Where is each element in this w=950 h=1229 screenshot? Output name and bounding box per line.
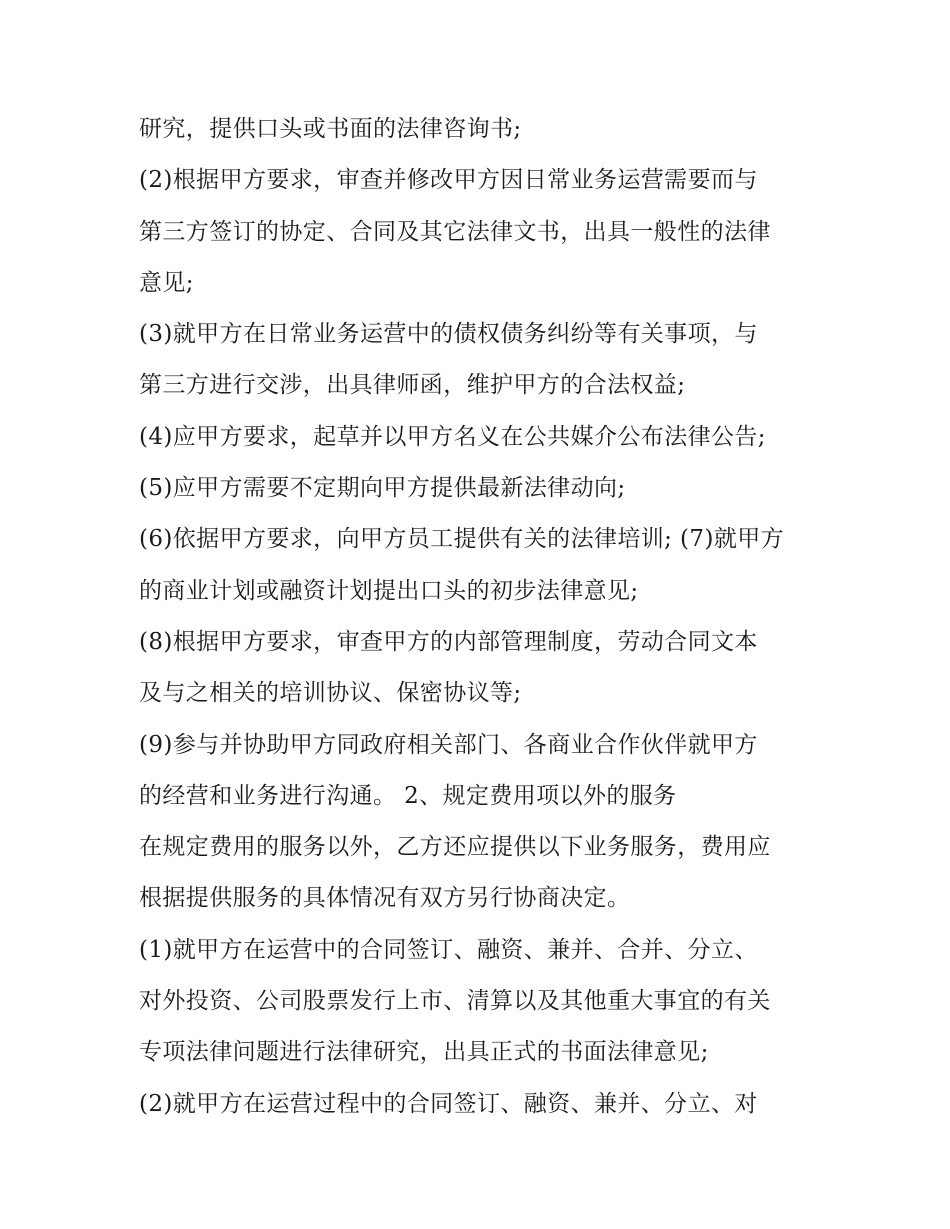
- text-line: 研究，提供口头或书面的法律咨询书;: [139, 116, 522, 142]
- text-line: 的商业计划或融资计划提出口头的初步法律意见;: [139, 577, 639, 604]
- text-line: 专项法律问题进行法律研究，出具正式的书面法律意见;: [139, 1039, 709, 1066]
- text-line: (5)应甲方需要不定期向甲方提供最新法律动向;: [139, 475, 626, 502]
- text-line: 第三方进行交涉，出具律师函，维护甲方的合法权益;: [139, 372, 686, 399]
- text-line: (6)依据甲方要求，向甲方员工提供有关的法律培训; (7)就甲方: [139, 526, 785, 553]
- text-line: 意见;: [139, 269, 194, 296]
- text-line: (9)参与并协助甲方同政府相关部门、各商业合作伙伴就甲方: [139, 731, 758, 758]
- text-line: (3)就甲方在日常业务运营中的债权债务纠纷等有关事项，与: [139, 321, 758, 348]
- text-line: (2)就甲方在运营过程中的合同签订、融资、兼并、分立、对: [139, 1090, 758, 1117]
- text-line: (8)根据甲方要求，审查甲方的内部管理制度，劳动合同文本: [139, 628, 758, 655]
- text-line: 对外投资、公司股票发行上市、清算以及其他重大事宜的有关: [139, 988, 771, 1015]
- text-line: (2)根据甲方要求，审查并修改甲方因日常业务运营需要而与: [139, 167, 758, 194]
- text-line: 根据提供服务的具体情况有双方另行协商决定。: [139, 885, 631, 912]
- document-body: [139, 104, 829, 1130]
- text-line: 在规定费用的服务以外，乙方还应提供以下业务服务，费用应: [139, 834, 771, 861]
- text-line: 及与之相关的培训协议、保密协议等;: [139, 680, 522, 707]
- text-line: (4)应甲方要求，起草并以甲方名义在公共媒介公布法律公告;: [139, 423, 766, 450]
- text-line: (1)就甲方在运营中的合同签订、融资、兼并、合并、分立、: [139, 936, 758, 963]
- text-line: 第三方签订的协定、合同及其它法律文书，出具一般性的法律: [139, 218, 771, 245]
- text-line: 的经营和业务进行沟通。 2、规定费用项以外的服务: [139, 782, 677, 809]
